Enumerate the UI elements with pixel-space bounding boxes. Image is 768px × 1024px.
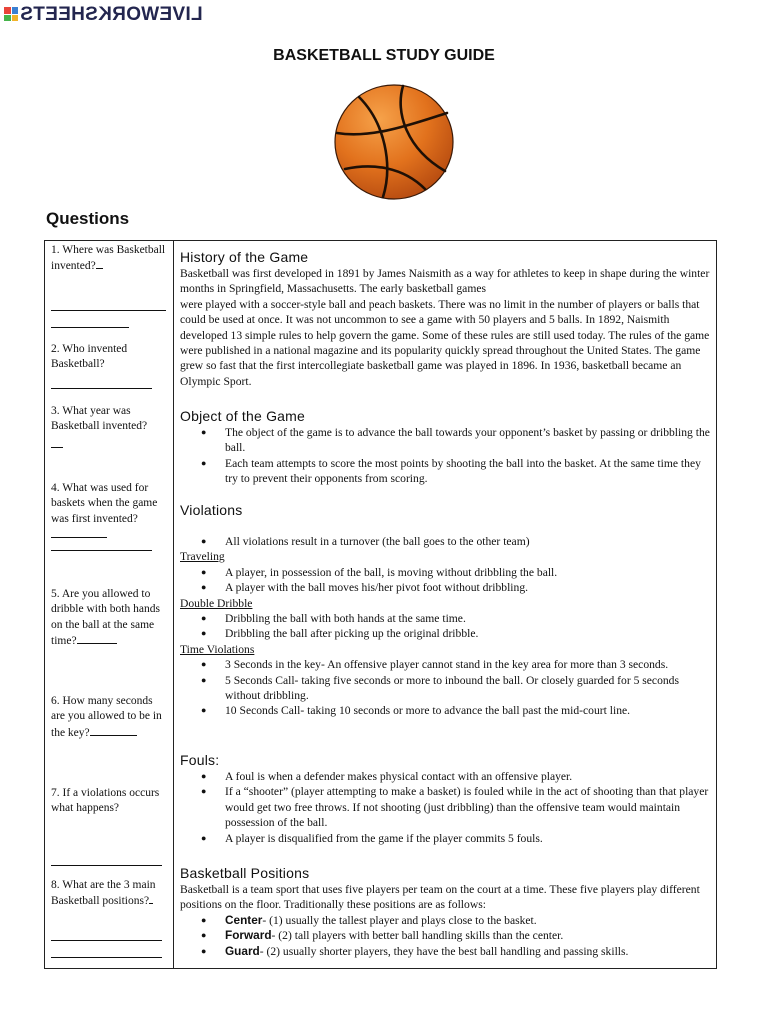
position-forward-label: Forward xyxy=(225,928,272,943)
fouls-item-2: ● If a “shooter” (player attempting to make a basket) is fouled while in the act of shooting than that player would get two free throws. If not shooting (just dribbling) than the offensive team would maintain possession of the ball. xyxy=(180,784,710,830)
question-1-text: 1. Where was Basketball invented? xyxy=(51,244,166,273)
violations-heading: Violations xyxy=(180,502,243,518)
question-8 xyxy=(51,878,169,910)
question-8-text: 8. What are the 3 main Basketball positions? xyxy=(51,879,156,908)
positions-section xyxy=(180,865,710,959)
fouls-item-1: ● A foul is when a defender makes physical contact with an offensive player. xyxy=(180,769,710,784)
fouls-item-3: ● A player is disqualified from the game if the player commits 5 fouls. xyxy=(180,831,710,846)
answer-blank-1a[interactable] xyxy=(96,258,103,269)
history-section xyxy=(180,249,710,389)
answer-blank-1c[interactable] xyxy=(51,327,129,328)
position-center-label: Center xyxy=(225,912,263,927)
double-dribble-item-1: ● Dribbling the ball with both hands at the same time. xyxy=(180,611,710,626)
traveling-item-2: ● A player with the ball moves his/her pivot foot without dribbling. xyxy=(180,580,710,595)
answer-blank-8c[interactable] xyxy=(51,957,162,958)
time-violations-item-2: ● 5 Seconds Call- taking five seconds or more to inbound the ball. Or closely guarded for 5 seconds without dribbling. xyxy=(180,673,710,704)
logo xyxy=(4,3,203,25)
violations-section xyxy=(180,502,710,719)
basketball-image xyxy=(333,83,455,201)
object-section xyxy=(180,408,710,487)
object-list xyxy=(180,425,710,487)
double-dribble-subheading: Double Dribble xyxy=(180,596,253,610)
position-forward-text: - (2) tall players with better ball handling skills than the center. xyxy=(271,929,564,943)
double-dribble-item-2: ● Dribbling the ball after picking up the original dribble. xyxy=(180,626,710,641)
answer-blank-6[interactable] xyxy=(90,725,137,736)
traveling-list xyxy=(180,565,710,596)
logo-blocks-icon xyxy=(4,7,18,21)
answer-blank-4b[interactable] xyxy=(51,550,152,551)
question-6 xyxy=(51,694,169,741)
position-center-text: - (1) usually the tallest player and plays close to the basket. xyxy=(262,913,537,927)
answer-blank-7[interactable] xyxy=(51,865,162,866)
position-forward xyxy=(180,928,710,943)
object-item-2: ● Each team attempts to score the most points by shooting the ball into the basket. At the same time they try to prevent their opponents from scoring. xyxy=(180,456,710,487)
time-violations-list xyxy=(180,657,710,719)
logo-text: LIVEWORKSHEETS xyxy=(20,3,203,25)
answer-blank-3[interactable] xyxy=(51,447,63,448)
position-guard-text: - (2) usually shorter players, they have the best ball handling and passing skills. xyxy=(259,944,629,958)
page-title: BASKETBALL STUDY GUIDE xyxy=(273,47,495,64)
time-violations-item-3: ● 10 Seconds Call- taking 10 seconds or more to advance the ball past the mid-court line. xyxy=(180,703,710,718)
question-4 xyxy=(51,481,169,544)
traveling-subheading: Traveling xyxy=(180,550,225,564)
fouls-heading: Fouls: xyxy=(180,752,220,768)
answer-blank-4a[interactable] xyxy=(51,527,107,538)
positions-heading: Basketball Positions xyxy=(180,865,310,881)
question-2: 2. Who invented Basketball? xyxy=(51,343,128,371)
question-3: 3. What year was Basketball invented? xyxy=(51,405,148,433)
study-table xyxy=(44,240,717,969)
answer-blank-1b[interactable] xyxy=(51,310,166,311)
history-paragraph-2: were played with a soccer-style ball and peach baskets. There was no limit in the number of players or balls that could be used at once. It was not uncommon to see a game with 50 players and 5 balls. In 1892, Naismith developed 13 simple rules to help govern the game. Some of these rules are still used today. The rules of the game were published in a national magazine and its popularity quickly spread throughout the United States. The game grew so fast that the first intercollegiate basketball game was played in 1896. In 1936, basketball became an Olympic Sport. xyxy=(180,297,710,388)
questions-heading: Questions xyxy=(46,209,130,228)
answer-blank-2[interactable] xyxy=(51,388,152,389)
double-dribble-list xyxy=(180,611,710,642)
traveling-item-1: ● A player, in possession of the ball, is moving without dribbling the ball. xyxy=(180,565,710,580)
positions-paragraph: Basketball is a team sport that uses five players per team on the court at a time. These five players play different positions on the floor. Traditionally these positions are as follows: xyxy=(180,883,700,912)
fouls-list xyxy=(180,769,710,846)
question-6-text: 6. How many seconds are you allowed to be in the key? xyxy=(51,695,162,739)
history-heading: History of the Game xyxy=(180,249,309,265)
question-7: 7. If a violations occurs what happens? xyxy=(51,787,160,815)
history-paragraph-1: Basketball was first developed in 1891 by James Naismith as a way for athletes to keep in shape during the winter months in Springfield, Massachusetts. The early basketball games xyxy=(180,267,710,296)
violations-item-1: ● All violations result in a turnover (the ball goes to the other team) xyxy=(180,534,710,549)
positions-list xyxy=(180,913,710,959)
position-center xyxy=(180,913,710,928)
fouls-section xyxy=(180,752,710,846)
object-item-1: ● The object of the game is to advance the ball towards your opponent’s basket by passing or dribbling the ball. xyxy=(180,425,710,456)
answer-blank-5[interactable] xyxy=(77,633,117,644)
position-guard xyxy=(180,944,710,959)
time-violations-subheading: Time Violations xyxy=(180,642,255,656)
question-5 xyxy=(51,587,169,650)
violations-list xyxy=(180,534,710,549)
question-4-text: 4. What was used for baskets when the game was first invented? xyxy=(51,482,158,525)
object-heading: Object of the Game xyxy=(180,408,305,424)
answer-blank-8b[interactable] xyxy=(51,940,162,941)
answer-blank-8a[interactable] xyxy=(149,893,153,904)
position-guard-label: Guard xyxy=(225,943,260,958)
question-1 xyxy=(51,243,169,275)
question-5-text: 5. Are you allowed to dribble with both hands on the ball at the same time? xyxy=(51,588,160,648)
time-violations-item-1: ● 3 Seconds in the key- An offensive player cannot stand in the key area for more than 3 seconds. xyxy=(180,657,710,672)
column-divider xyxy=(173,241,174,968)
